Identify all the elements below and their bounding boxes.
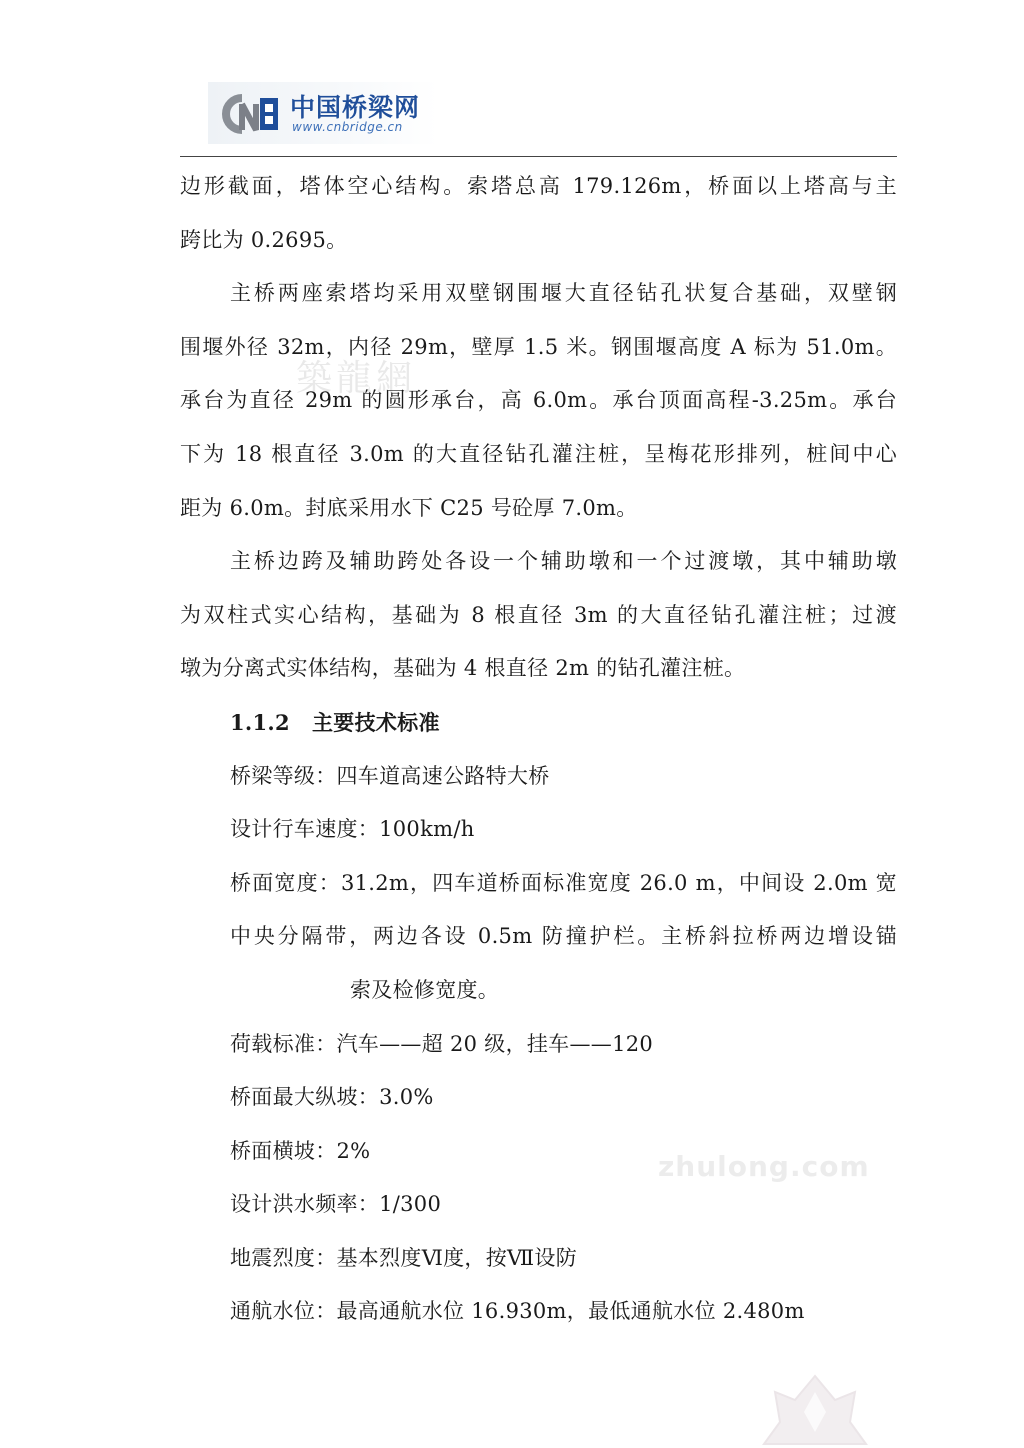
paragraph-3-line-2: 为双柱式实心结构，基础为 8 根直径 3m 的大直径钻孔灌注桩；过渡 bbox=[180, 602, 897, 627]
standard-deck-width-line-1: 桥面宽度：31.2m，四车道桥面标准宽度 26.0 m，中间设 2.0m 宽 bbox=[230, 870, 897, 895]
paragraph-1-line-1: 边形截面，塔体空心结构。索塔总高 179.126m，桥面以上塔高与主 bbox=[180, 174, 897, 198]
standard-load: 荷载标准：汽车——超 20 级，挂车——120 bbox=[230, 1031, 654, 1056]
standard-deck-width-line-2: 中央分隔带，两边各设 0.5m 防撞护栏。主桥斜拉桥两边增设锚 bbox=[230, 924, 897, 949]
paragraph-2-line-4: 下为 18 根直径 3.0m 的大直径钻孔灌注桩，呈梅花形排列，桩间中心 bbox=[180, 441, 897, 466]
paragraph-3-line-1: 主桥边跨及辅助跨处各设一个辅助墩和一个过渡墩，其中辅助墩 bbox=[230, 549, 897, 574]
section-number: 1.1.2 bbox=[230, 709, 290, 735]
faint-watermark: 築龍網 bbox=[296, 358, 417, 399]
cnbridge-logo bbox=[208, 82, 438, 144]
paragraph-2-line-1: 主桥两座索塔均采用双壁钢围堰大直径钻孔状复合基础，双壁钢 bbox=[230, 281, 897, 306]
standard-cross-slope: 桥面横坡：2% bbox=[230, 1138, 371, 1163]
page-header bbox=[180, 70, 897, 158]
standard-bridge-grade: 桥梁等级：四车道高速公路特大桥 bbox=[230, 763, 550, 788]
paragraph-3-line-3: 墩为分离式实体结构，基础为 4 根直径 2m 的钻孔灌注桩。 bbox=[180, 656, 746, 681]
standard-navigation-water-level: 通航水位：最高通航水位 16.930m，最低通航水位 2.480m bbox=[230, 1299, 805, 1324]
section-heading bbox=[180, 696, 897, 750]
section-title: 主要技术标准 bbox=[311, 709, 440, 735]
standard-deck-width-line-3: 索及检修宽度。 bbox=[350, 977, 500, 1002]
paragraph-2-line-2: 围堰外径 32m，内径 29m，壁厚 1.5 米。钢围堰高度 A 标为 51.0m。 bbox=[180, 334, 897, 359]
paragraph-2-line-5: 距为 6.0m。封底采用水下 C25 号砼厚 7.0m。 bbox=[180, 495, 638, 520]
cnbridge-logo-mark-icon bbox=[212, 90, 282, 138]
standard-max-longitudinal-slope: 桥面最大纵坡：3.0% bbox=[230, 1085, 434, 1110]
standard-design-speed: 设计行车速度：100km/h bbox=[230, 817, 475, 842]
logo-chinese-name: 中国桥梁网 bbox=[290, 93, 421, 122]
standard-flood-frequency: 设计洪水频率：1/300 bbox=[230, 1192, 442, 1217]
paragraph-1-line-2: 跨比为 0.2695。 bbox=[180, 227, 348, 252]
corner-watermark-icon bbox=[760, 1372, 870, 1448]
zhulong-watermark: zhulong.com bbox=[658, 1150, 870, 1183]
standard-seismic-intensity: 地震烈度：基本烈度Ⅵ度，按Ⅶ设防 bbox=[230, 1245, 578, 1270]
paragraph-2-line-3: 承台为直径 29m 的圆形承台，高 6.0m。承台顶面高程-3.25m。承台 bbox=[180, 388, 897, 413]
header-divider bbox=[180, 156, 897, 157]
logo-url: www.cnbridge.cn bbox=[292, 120, 403, 134]
